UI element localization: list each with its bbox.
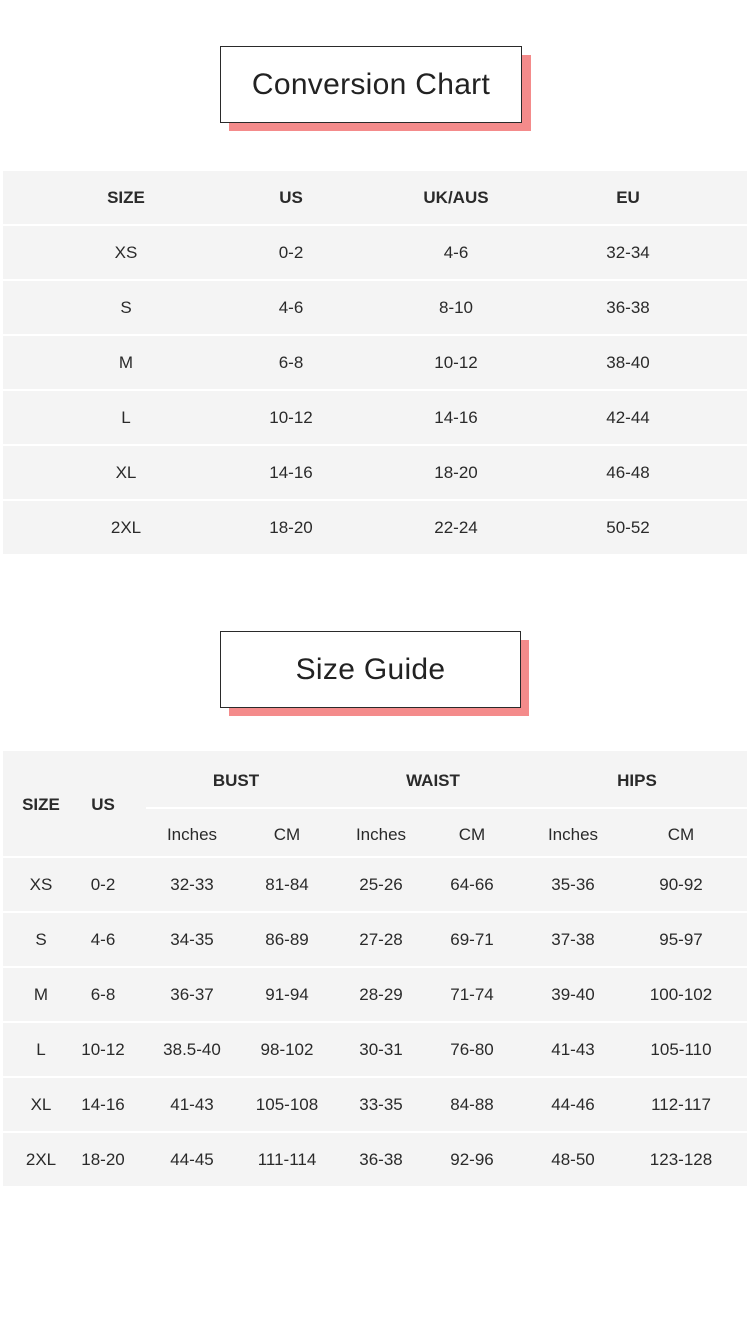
cell-uk-aus: 18-20: [434, 462, 478, 482]
cell-bust-inches: 34-35: [170, 930, 214, 949]
cell-hips-inches: 35-36: [551, 875, 595, 894]
size-guide-title: Size Guide: [220, 631, 521, 708]
cell-bust-cm: 111-114: [257, 1150, 317, 1169]
header-us: US: [279, 187, 303, 207]
conversion-header-row: [3, 171, 747, 224]
cell-eu: 50-52: [606, 517, 650, 537]
cell-us: 10-12: [81, 1040, 125, 1059]
subheader-waist-inches: Inches: [355, 825, 407, 844]
cell-size: XS: [29, 875, 53, 894]
cell-size: L: [36, 1040, 46, 1059]
cell-uk-aus: 8-10: [438, 297, 474, 317]
cell-size: M: [118, 352, 134, 372]
cell-bust-cm: 91-94: [265, 985, 309, 1004]
table-row: [3, 226, 747, 279]
cell-us: 6-8: [90, 985, 116, 1004]
table-row: [3, 501, 747, 554]
cell-waist-inches: 36-38: [359, 1150, 403, 1169]
cell-eu: 36-38: [606, 297, 650, 317]
cell-hips-cm: 90-92: [659, 875, 703, 894]
header-eu: EU: [616, 187, 640, 207]
cell-size: XS: [114, 242, 138, 262]
cell-waist-inches: 27-28: [359, 930, 403, 949]
cell-size: S: [35, 930, 47, 949]
cell-waist-cm: 69-71: [450, 930, 494, 949]
cell-bust-inches: 41-43: [170, 1095, 214, 1114]
table-row: [3, 336, 747, 389]
table-row: [3, 281, 747, 334]
cell-waist-cm: 64-66: [450, 875, 494, 894]
header-waist: WAIST: [406, 771, 460, 790]
cell-uk-aus: 10-12: [434, 352, 478, 372]
cell-size: L: [121, 407, 131, 427]
cell-hips-cm: 123-128: [649, 1150, 713, 1169]
cell-us: 4-6: [90, 930, 116, 949]
cell-hips-cm: 95-97: [659, 930, 703, 949]
cell-waist-inches: 25-26: [359, 875, 403, 894]
cell-uk-aus: 22-24: [434, 517, 478, 537]
cell-size: 2XL: [110, 517, 142, 537]
header-us: US: [91, 795, 115, 814]
cell-hips-inches: 39-40: [551, 985, 595, 1004]
table-row: [3, 968, 747, 1021]
table-row: [3, 913, 747, 966]
cell-waist-inches: 30-31: [359, 1040, 403, 1059]
header-uk-aus: UK/AUS: [423, 187, 489, 207]
cell-us: 0-2: [278, 242, 304, 262]
cell-us: 18-20: [269, 517, 313, 537]
subheader-waist-cm: CM: [458, 825, 486, 844]
cell-hips-cm: 105-110: [650, 1040, 712, 1059]
subheader-hips-cm: CM: [667, 825, 695, 844]
cell-waist-inches: 33-35: [359, 1095, 403, 1114]
cell-us: 14-16: [81, 1095, 125, 1114]
cell-hips-cm: 112-117: [651, 1095, 711, 1114]
cell-hips-inches: 48-50: [551, 1150, 595, 1169]
header-size: SIZE: [107, 187, 145, 207]
cell-bust-inches: 44-45: [170, 1150, 214, 1169]
cell-waist-cm: 71-74: [450, 985, 494, 1004]
cell-eu: 42-44: [606, 407, 650, 427]
cell-size: 2XL: [25, 1150, 57, 1169]
cell-eu: 32-34: [606, 242, 650, 262]
cell-hips-inches: 41-43: [551, 1040, 595, 1059]
table-row: [3, 446, 747, 499]
table-row: [3, 858, 747, 911]
size-guide-table: [3, 751, 747, 1188]
conversion-table: [3, 171, 747, 556]
conversion-chart-title: Conversion Chart: [220, 46, 522, 123]
cell-waist-cm: 92-96: [450, 1150, 494, 1169]
header-hips: HIPS: [617, 771, 657, 790]
cell-us: 0-2: [90, 875, 116, 894]
cell-bust-inches: 36-37: [170, 985, 214, 1004]
cell-waist-cm: 84-88: [450, 1095, 494, 1114]
cell-hips-inches: 44-46: [551, 1095, 595, 1114]
table-row: [3, 1023, 747, 1076]
cell-us: 10-12: [269, 407, 313, 427]
cell-us: 18-20: [81, 1150, 125, 1169]
cell-size: XL: [30, 1095, 52, 1114]
cell-us: 6-8: [278, 352, 304, 372]
cell-hips-inches: 37-38: [551, 930, 595, 949]
cell-bust-inches: 38.5-40: [163, 1040, 221, 1059]
subheader-bust-inches: Inches: [166, 825, 218, 844]
cell-size: M: [33, 985, 49, 1004]
cell-uk-aus: 14-16: [434, 407, 478, 427]
header-bust: BUST: [212, 771, 260, 790]
size-guide-header: [3, 751, 747, 856]
header-size: SIZE: [22, 795, 60, 814]
cell-bust-cm: 86-89: [265, 930, 309, 949]
cell-us: 4-6: [278, 297, 304, 317]
header-divider: [146, 807, 747, 809]
cell-waist-cm: 76-80: [450, 1040, 494, 1059]
table-row: [3, 1133, 747, 1186]
cell-eu: 46-48: [606, 462, 650, 482]
cell-bust-cm: 81-84: [265, 875, 309, 894]
cell-size: S: [120, 297, 132, 317]
cell-eu: 38-40: [606, 352, 650, 372]
table-row: [3, 1078, 747, 1131]
cell-bust-cm: 105-108: [255, 1095, 319, 1114]
subheader-bust-cm: CM: [273, 825, 301, 844]
cell-bust-inches: 32-33: [170, 875, 214, 894]
cell-size: XL: [115, 462, 137, 482]
cell-hips-cm: 100-102: [649, 985, 713, 1004]
table-row: [3, 391, 747, 444]
cell-waist-inches: 28-29: [359, 985, 403, 1004]
subheader-hips-inches: Inches: [547, 825, 599, 844]
cell-uk-aus: 4-6: [443, 242, 469, 262]
cell-us: 14-16: [269, 462, 313, 482]
cell-bust-cm: 98-102: [260, 1040, 314, 1059]
